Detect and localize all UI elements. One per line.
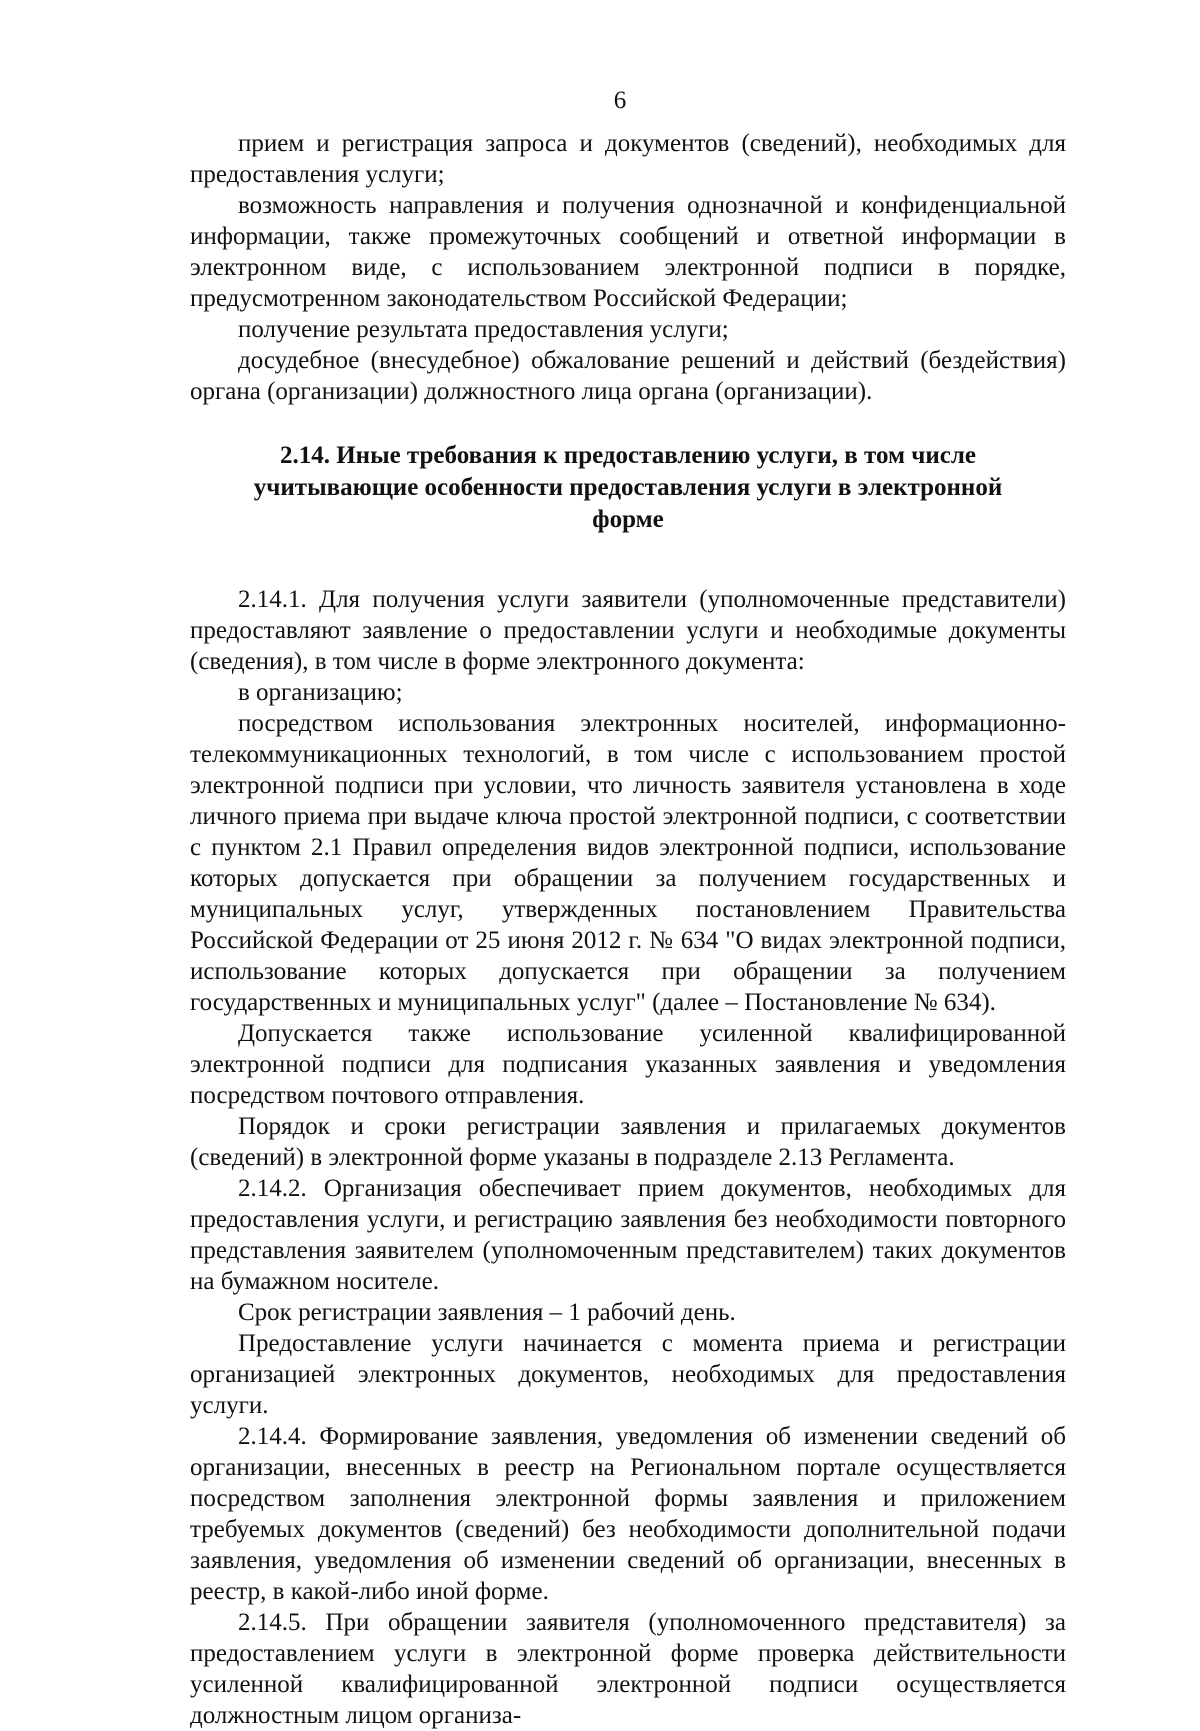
paragraph: возможность направления и получения однозначной и конфиденциальной информации, также промежуточных сообщений и ответной информации в электронном виде, с использованием электронной подписи в порядке, предусмотренном законодательством Российской Федерации; xyxy=(190,192,1066,312)
document-body xyxy=(190,128,1066,1731)
paragraph: посредством использования электронных носителей, информационно-телекоммуникационных технологий, в том числе с использованием простой электронной подписи при условии, что личность заявителя установлена в ходе личного приема при выдаче ключа простой электронной подписи, с соответствии с пунктом 2.1 Правил определения видов электронной подписи, использование которых допускается при обращении за получением государственных и муниципальных услуг, утвержденных постановлением Правительства Российской Федерации от 25 июня 2012 г. № 634 "О видах электронной подписи, использование которых допускается при обращении за получением государственных и муниципальных услуг" (далее – Постановление № 634). xyxy=(190,710,1066,1016)
paragraph: 2.14.2. Организация обеспечивает прием документов, необходимых для предоставления услуги, и регистрацию заявления без необходимости повторного представления заявителем (уполномоченным представителем) таких документов на бумажном носителе. xyxy=(190,1175,1066,1295)
paragraph: получение результата предоставления услуги; xyxy=(238,316,729,343)
paragraph: в организацию; xyxy=(238,679,403,706)
page-number: 6 xyxy=(613,87,627,114)
paragraph: 2.14.5. При обращении заявителя (уполномоченного представителя) за предоставлением услуги в электронной форме проверка действительности усиленной квалифицированной электронной подписи осуществляется должностным лицом организа- xyxy=(190,1609,1066,1729)
section-heading: 2.14. Иные требования к предоставлению услуги, в том числе учитывающие особенности предоставления услуги в электронной форме xyxy=(253,442,1003,533)
paragraph: прием и регистрация запроса и документов (сведений), необходимых для предоставления услуги; xyxy=(190,130,1066,188)
paragraph: Срок регистрации заявления – 1 рабочий день. xyxy=(238,1299,736,1326)
paragraph: 2.14.1. Для получения услуги заявители (уполномоченные представители) предоставляют заявление о предоставлении услуги и необходимые документы (сведения), в том числе в форме электронного документа: xyxy=(190,586,1066,675)
paragraph: досудебное (внесудебное) обжалование решений и действий (бездействия) органа (организации) должностного лица органа (организации). xyxy=(190,347,1066,405)
paragraph: Допускается также использование усиленной квалифицированной электронной подписи для подписания указанных заявления и уведомления посредством почтового отправления. xyxy=(190,1020,1066,1109)
paragraph: Предоставление услуги начинается с момента приема и регистрации организацией электронных документов, необходимых для предоставления услуги. xyxy=(190,1330,1066,1419)
paragraph: 2.14.4. Формирование заявления, уведомления об изменении сведений об организации, внесенных в реестр на Региональном портале осуществляется посредством заполнения электронной формы заявления и приложением требуемых документов (сведений) без необходимости дополнительной подачи заявления, уведомления об изменении сведений об организации, внесенных в реестр, в какой-либо иной форме. xyxy=(190,1423,1066,1605)
paragraph: Порядок и сроки регистрации заявления и прилагаемых документов (сведений) в электронной форме указаны в подразделе 2.13 Регламента. xyxy=(190,1113,1066,1171)
